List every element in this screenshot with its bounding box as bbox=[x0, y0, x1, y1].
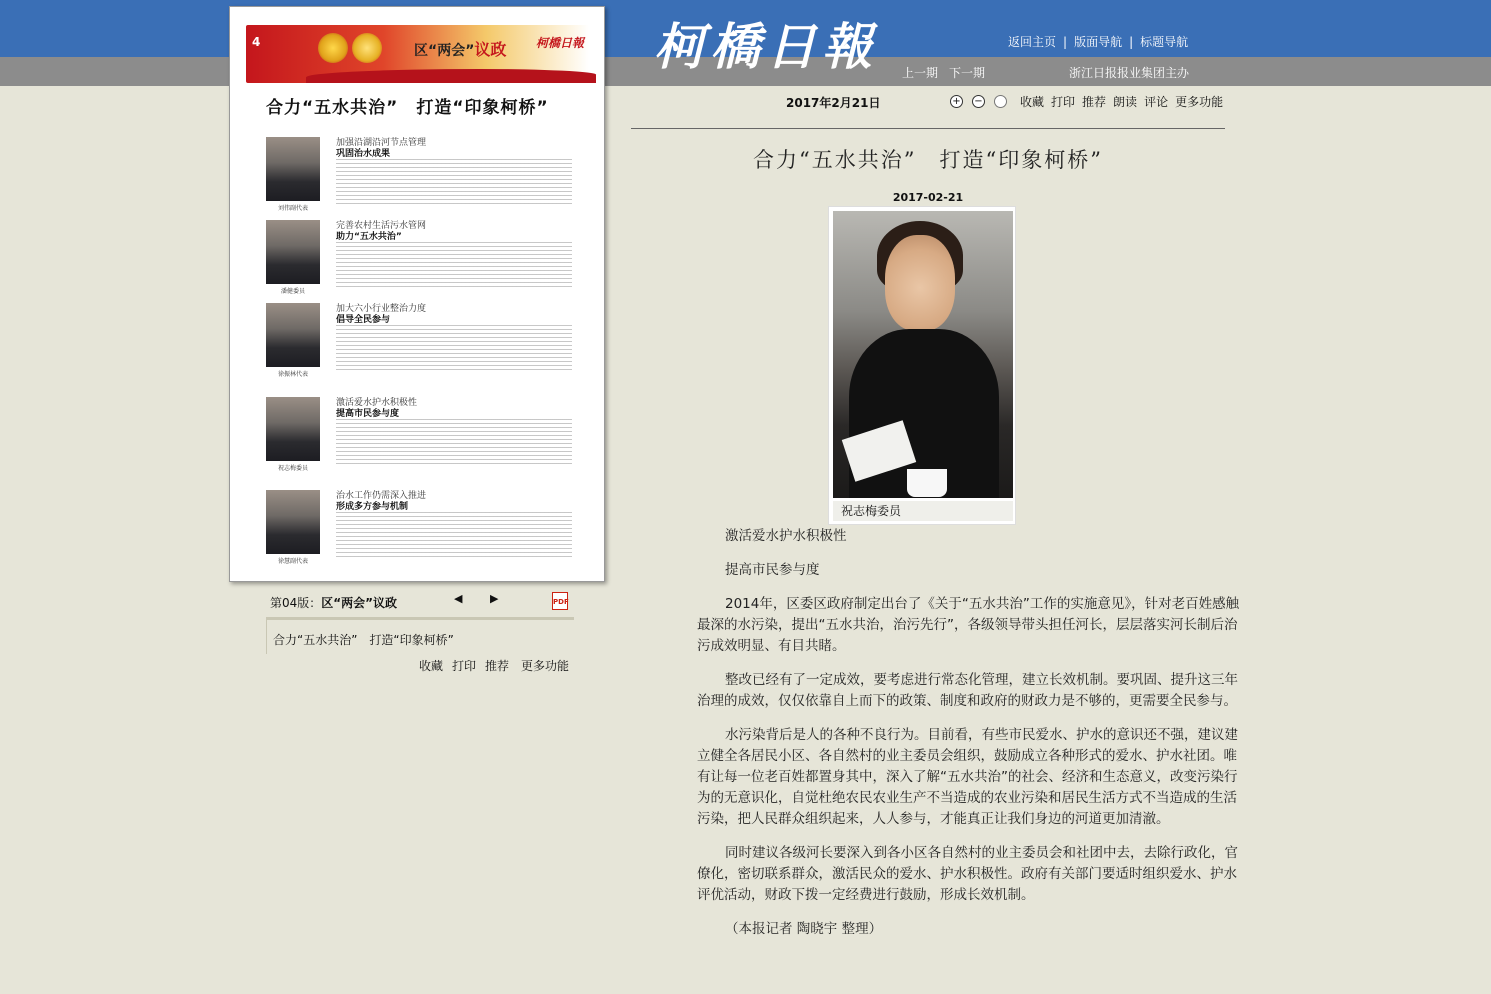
story-kicker: 激活爱水护水积极性 bbox=[336, 398, 418, 408]
favorite-link[interactable]: 收藏 bbox=[419, 659, 444, 673]
masthead-logo[interactable]: 柯橋日報 bbox=[654, 17, 878, 76]
story-title: 形成多方参与机制 bbox=[336, 502, 409, 512]
divider bbox=[631, 128, 1225, 129]
article-body bbox=[697, 526, 1245, 953]
print-link[interactable]: 打印 bbox=[452, 659, 477, 673]
article-photo-frame bbox=[828, 206, 1016, 525]
article-subtitle: 激活爱水护水积极性 bbox=[725, 528, 847, 544]
next-page-icon[interactable]: ▶ bbox=[490, 592, 499, 605]
nav-separator: | bbox=[1129, 34, 1134, 49]
article-byline: （本报记者 陶晓宇 整理） bbox=[725, 921, 883, 937]
section-name: 议政 bbox=[474, 40, 507, 59]
story-text bbox=[336, 325, 572, 371]
paper-logo: 柯橋日報 bbox=[536, 36, 585, 50]
more-functions-link[interactable]: 更多功能 bbox=[1175, 95, 1224, 109]
article-subtitle: 提高市民参与度 bbox=[725, 562, 820, 578]
story-block[interactable] bbox=[266, 488, 572, 570]
story-photo-caption: 徐慧副代表 bbox=[277, 558, 308, 565]
story-photo-caption: 徐振林代表 bbox=[277, 371, 308, 378]
photo-caption: 祝志梅委员 bbox=[833, 501, 1013, 521]
title-list bbox=[266, 620, 574, 654]
article-functions bbox=[1020, 93, 1223, 110]
story-photo bbox=[266, 220, 320, 284]
story-photo bbox=[266, 397, 320, 461]
page-nav-bar bbox=[266, 586, 574, 620]
next-issue-link[interactable]: 下一期 bbox=[949, 66, 986, 80]
favorite-link[interactable]: 收藏 bbox=[1020, 95, 1045, 109]
story-title: 提高市民参与度 bbox=[336, 409, 400, 419]
read-aloud-link[interactable]: 朗读 bbox=[1113, 95, 1138, 109]
zoom-out-icon[interactable]: − bbox=[972, 95, 985, 108]
print-link[interactable]: 打印 bbox=[1051, 95, 1076, 109]
paper-headline[interactable]: 合力“五水共治” 打造“印象柯桥” bbox=[266, 98, 549, 118]
story-block[interactable] bbox=[266, 135, 572, 217]
story-photo bbox=[266, 137, 320, 201]
story-text bbox=[336, 242, 572, 288]
article-paragraph: 2014年，区委区政府制定出台了《关于“五水共治”工作的实施意见》，针对老百姓感触最深的水污染，提出“五水共治，治污先行”，各级领导带头担任河长，层层落实河长制后治污成效明显、有目共睹。 bbox=[697, 596, 1240, 654]
sponsor-text: 浙江日报报业集团主办 bbox=[1069, 66, 1190, 80]
article-paragraph: 水污染背后是人的各种不良行为。目前看，有些市民爱水、护水的意识还不强，建议建立健全各居民小区、各自然村的业主委员会组织，鼓励成立各种形式的爱水、护水社团。唯有让每一位老百姓都置身其中，深入了解“五水共治”的社会、经济和生态意义，改变污染行为的无意识化，自觉杜绝农民农业生产不当造成的农业污染和居民生活方式不当造成的生活污染，把人民群众组织起来，人人参与，才能真正让我们身边的河道更加清澈。 bbox=[697, 727, 1238, 827]
pdf-icon[interactable]: PDF bbox=[552, 592, 568, 610]
story-text bbox=[336, 159, 572, 205]
article-title: 合力“五水共治” 打造“印象柯桥” bbox=[753, 148, 1103, 172]
page-number: 4 bbox=[252, 35, 261, 49]
section-title bbox=[414, 37, 506, 60]
zoom-reset-icon[interactable] bbox=[994, 95, 1007, 108]
issue-date: 2017年2月21日 bbox=[786, 96, 881, 110]
story-text bbox=[336, 419, 572, 465]
story-photo-caption: 祝志梅委员 bbox=[277, 465, 308, 472]
story-kicker: 治水工作仍需深入推进 bbox=[336, 491, 427, 501]
page-label[interactable] bbox=[270, 594, 397, 611]
article-date: 2017-02-21 bbox=[892, 191, 964, 204]
comment-link[interactable]: 评论 bbox=[1144, 95, 1169, 109]
story-block[interactable] bbox=[266, 218, 572, 300]
more-functions-link[interactable]: 更多功能 bbox=[521, 659, 570, 673]
nav-separator: | bbox=[1063, 34, 1068, 49]
article-paragraph: 同时建议各级河长要深入到各小区各自然村的业主委员会和社团中去，去除行政化，官僚化，密切联系群众，激活民众的爱水、护水积极性。政府有关部门要适时组织爱水、护水评优活动，财政下拨一定经费进行鼓励，形成长效机制。 bbox=[697, 845, 1238, 903]
story-kicker: 加强沿湖沿河节点管理 bbox=[336, 138, 427, 148]
story-kicker: 加大六小行业整治力度 bbox=[336, 304, 427, 314]
national-emblem-icon bbox=[318, 33, 348, 63]
article-paragraph: 整改已经有了一定成效，要考虑进行常态化管理，建立长效机制。要巩固、提升这三年治理的成效，仅仅依靠自上而下的政策、制度和政府的财政力是不够的，更需要全民参与。 bbox=[697, 672, 1238, 709]
story-title: 倡导全民参与 bbox=[336, 315, 391, 325]
top-nav bbox=[1008, 33, 1188, 50]
story-photo-caption: 潘健委员 bbox=[280, 288, 305, 295]
nav-home-link[interactable]: 返回主页 bbox=[1008, 35, 1057, 49]
nav-layout-link[interactable]: 版面导航 bbox=[1074, 35, 1123, 49]
story-block[interactable] bbox=[266, 395, 572, 477]
page-label-name: 区“两会”议政 bbox=[321, 596, 398, 610]
photo-face bbox=[885, 235, 955, 331]
article-photo bbox=[833, 211, 1013, 498]
story-title: 助力“五水共治” bbox=[336, 232, 402, 242]
cppcc-emblem-icon bbox=[352, 33, 382, 63]
story-title: 巩固治水成果 bbox=[336, 149, 391, 159]
story-photo bbox=[266, 303, 320, 367]
banner-swoosh bbox=[306, 69, 596, 83]
zoom-in-icon[interactable]: + bbox=[950, 95, 963, 108]
left-functions bbox=[419, 657, 569, 674]
recommend-link[interactable]: 推荐 bbox=[485, 659, 510, 673]
newspaper-page-thumbnail[interactable] bbox=[229, 6, 605, 582]
story-text bbox=[336, 512, 572, 558]
section-prefix: 区“两会” bbox=[414, 43, 475, 59]
page-label-prefix: 第04版： bbox=[270, 596, 322, 610]
title-list-item[interactable]: 合力“五水共治” 打造“印象柯桥” bbox=[273, 633, 454, 647]
nav-title-link[interactable]: 标题导航 bbox=[1140, 35, 1189, 49]
prev-page-icon[interactable]: ◀ bbox=[454, 592, 463, 605]
story-photo bbox=[266, 490, 320, 554]
story-photo-caption: 刘伟副代表 bbox=[277, 205, 308, 212]
prev-issue-link[interactable]: 上一期 bbox=[902, 66, 939, 80]
recommend-link[interactable]: 推荐 bbox=[1082, 95, 1107, 109]
story-kicker: 完善农村生活污水管网 bbox=[336, 221, 427, 231]
photo-cup bbox=[907, 469, 947, 497]
story-block[interactable] bbox=[266, 301, 572, 383]
